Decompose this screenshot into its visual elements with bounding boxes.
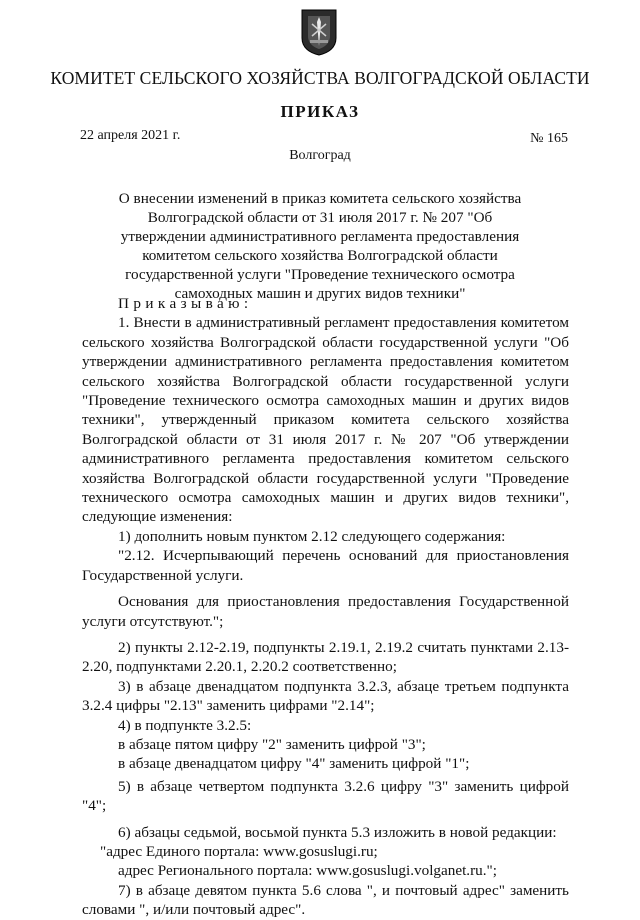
- item-4-b: в абзаце двенадцатом цифру "4" заменить цифрой "1";: [118, 755, 470, 773]
- document-subject: О внесении изменений в приказ комитета сельского хозяйства Волгоградской области от 31 июля 2017 г. № 207 "Об утверждении административного регламента предоставления комитетом сельского хозяйства Волгоградской области государственной услуги "Проведение технического осмотра самоходных машин и других видов техники": [118, 190, 522, 302]
- item-7: 7) в абзаце девятом пункта 5.6 слова ", и почтовый адрес" заменить словами ", и/или почтовый адрес".: [82, 881, 569, 919]
- document-number: № 165: [530, 131, 568, 146]
- item-4-a: в абзаце пятом цифру "2" заменить цифрой "3";: [118, 735, 426, 753]
- paragraph-1: 1. Внести в административный регламент предоставления комитетом сельского хозяйства Волгоградской области государственной услуги "Об утверждении административного регламента предоставления комитетом сельского хозяйства Волгоградской области государственной услуги "Проведение технического осмотра самоходных машин и других видов техники", утвержденный приказом комитета сельского хозяйства Волгоградской области от 31 июля 2017 г. № 207 "Об утверждении административного регламента предоставления комитетом сельского хозяйства Волгоградской области государственной услуги "Проведение технического осмотра самоходных машин и других видов техники", следующие изменения:: [82, 314, 569, 526]
- item-1: 1) дополнить новым пунктом 2.12 следующего содержания:: [118, 527, 506, 545]
- item-3: 3) в абзаце двенадцатом подпункта 3.2.3, абзаце третьем подпункта 3.2.4 цифры "2.13" заменить цифрами "2.14";: [82, 677, 569, 715]
- document-date: 22 апреля 2021 г.: [80, 128, 181, 143]
- item-6-a: "адрес Единого портала: www.gosuslugi.ru;: [100, 842, 378, 860]
- item-6: 6) абзацы седьмой, восьмой пункта 5.3 изложить в новой редакции:: [118, 823, 557, 841]
- document-body: [82, 294, 569, 920]
- item-2: 2) пункты 2.12-2.19, подпункты 2.19.1, 2.19.2 считать пунктами 2.13-2.20, подпунктами 2.20.1, 2.20.2 соответственно;: [82, 638, 569, 676]
- committee-name: КОМИТЕТ СЕЛЬСКОГО ХОЗЯЙСТВА ВОЛГОГРАДСКОЙ ОБЛАСТИ: [50, 68, 590, 88]
- item-1-quote-2: Основания для приостановления предоставления Государственной услуги отсутствуют.";: [82, 593, 569, 630]
- item-5: 5) в абзаце четвертом подпункта 3.2.6 цифру "3" заменить цифрой "4";: [82, 777, 569, 815]
- document-city: Волгоград: [289, 148, 351, 163]
- order-word: Приказываю:: [118, 295, 253, 312]
- item-6-b: адрес Регионального портала: www.gosuslugi.volganet.ru.";: [118, 862, 497, 880]
- coat-of-arms-icon: [300, 8, 338, 56]
- item-4: 4) в подпункте 3.2.5:: [118, 716, 252, 734]
- document-type: ПРИКАЗ: [280, 102, 360, 121]
- item-1-quote-1: "2.12. Исчерпывающий перечень оснований для приостановления Государственной услуги.: [82, 547, 569, 584]
